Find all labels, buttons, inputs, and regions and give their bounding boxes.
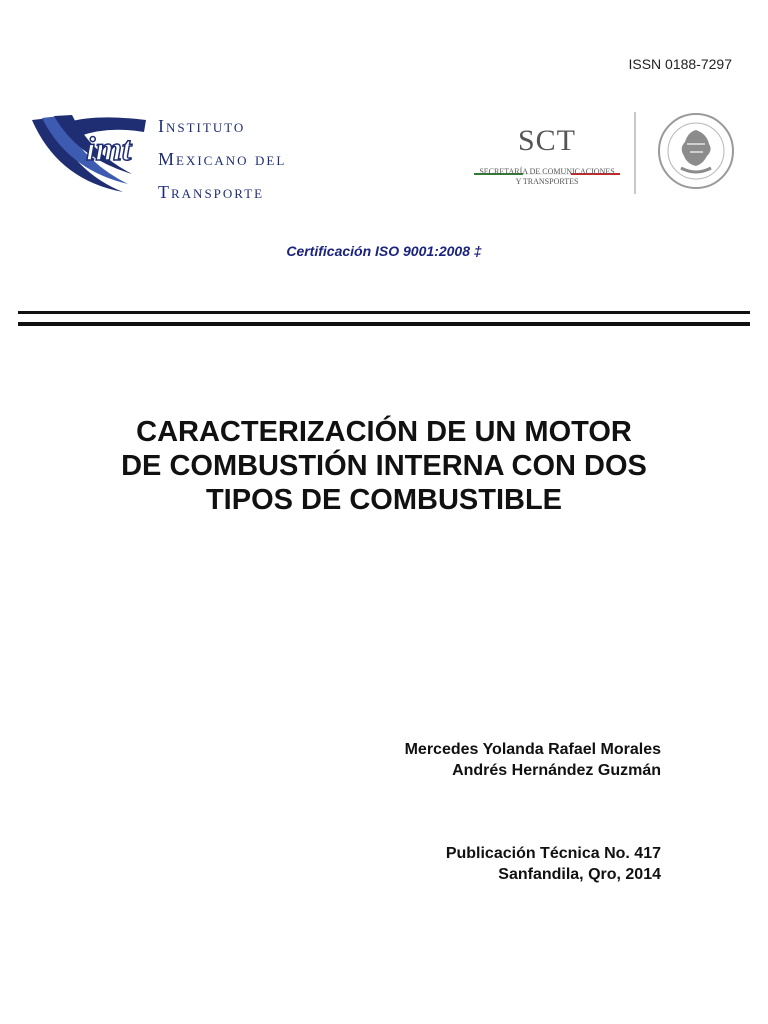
title-line-1: CARACTERIZACIÓN DE UN MOTOR (136, 416, 632, 448)
document-title (84, 415, 684, 517)
svg-text:imt: imt (86, 131, 132, 168)
imt-name-line-1: Instituto (158, 116, 246, 136)
imt-name-line-2: Mexicano del (158, 149, 287, 169)
publication-number: Publicación Técnica No. 417 (445, 845, 661, 862)
author-1: Mercedes Yolanda Rafael Morales (404, 741, 661, 758)
sct-tricolor-bar (474, 162, 620, 164)
logo-divider (634, 112, 636, 194)
imt-swoosh-icon (28, 110, 148, 198)
imt-logo (28, 110, 318, 200)
certification-notice: Certificación ISO 9001:2008 ‡ (286, 243, 482, 259)
imt-name (158, 110, 286, 209)
publication-place-year: Sanfandila, Qro, 2014 (498, 866, 661, 883)
sct-subtitle: SECRETARÍA DE COMUNICACIONES Y TRANSPORTES (479, 167, 615, 186)
authors-block (405, 739, 661, 781)
author-2: Andrés Hernández Guzmán (452, 762, 661, 779)
issn-number: ISSN 0188-7297 (628, 56, 732, 72)
horizontal-rule-top (18, 311, 750, 314)
title-line-3: TIPOS DE COMBUSTIBLE (205, 484, 563, 516)
publication-info (446, 843, 661, 885)
imt-name-line-3: Transporte (158, 182, 265, 202)
sct-logo (474, 124, 620, 194)
horizontal-rule-bottom (18, 322, 750, 326)
sct-title: SCT (517, 124, 577, 157)
coat-of-arms-seal-icon (657, 112, 735, 190)
title-line-2: DE COMBUSTIÓN INTERNA CON DOS (121, 450, 647, 482)
